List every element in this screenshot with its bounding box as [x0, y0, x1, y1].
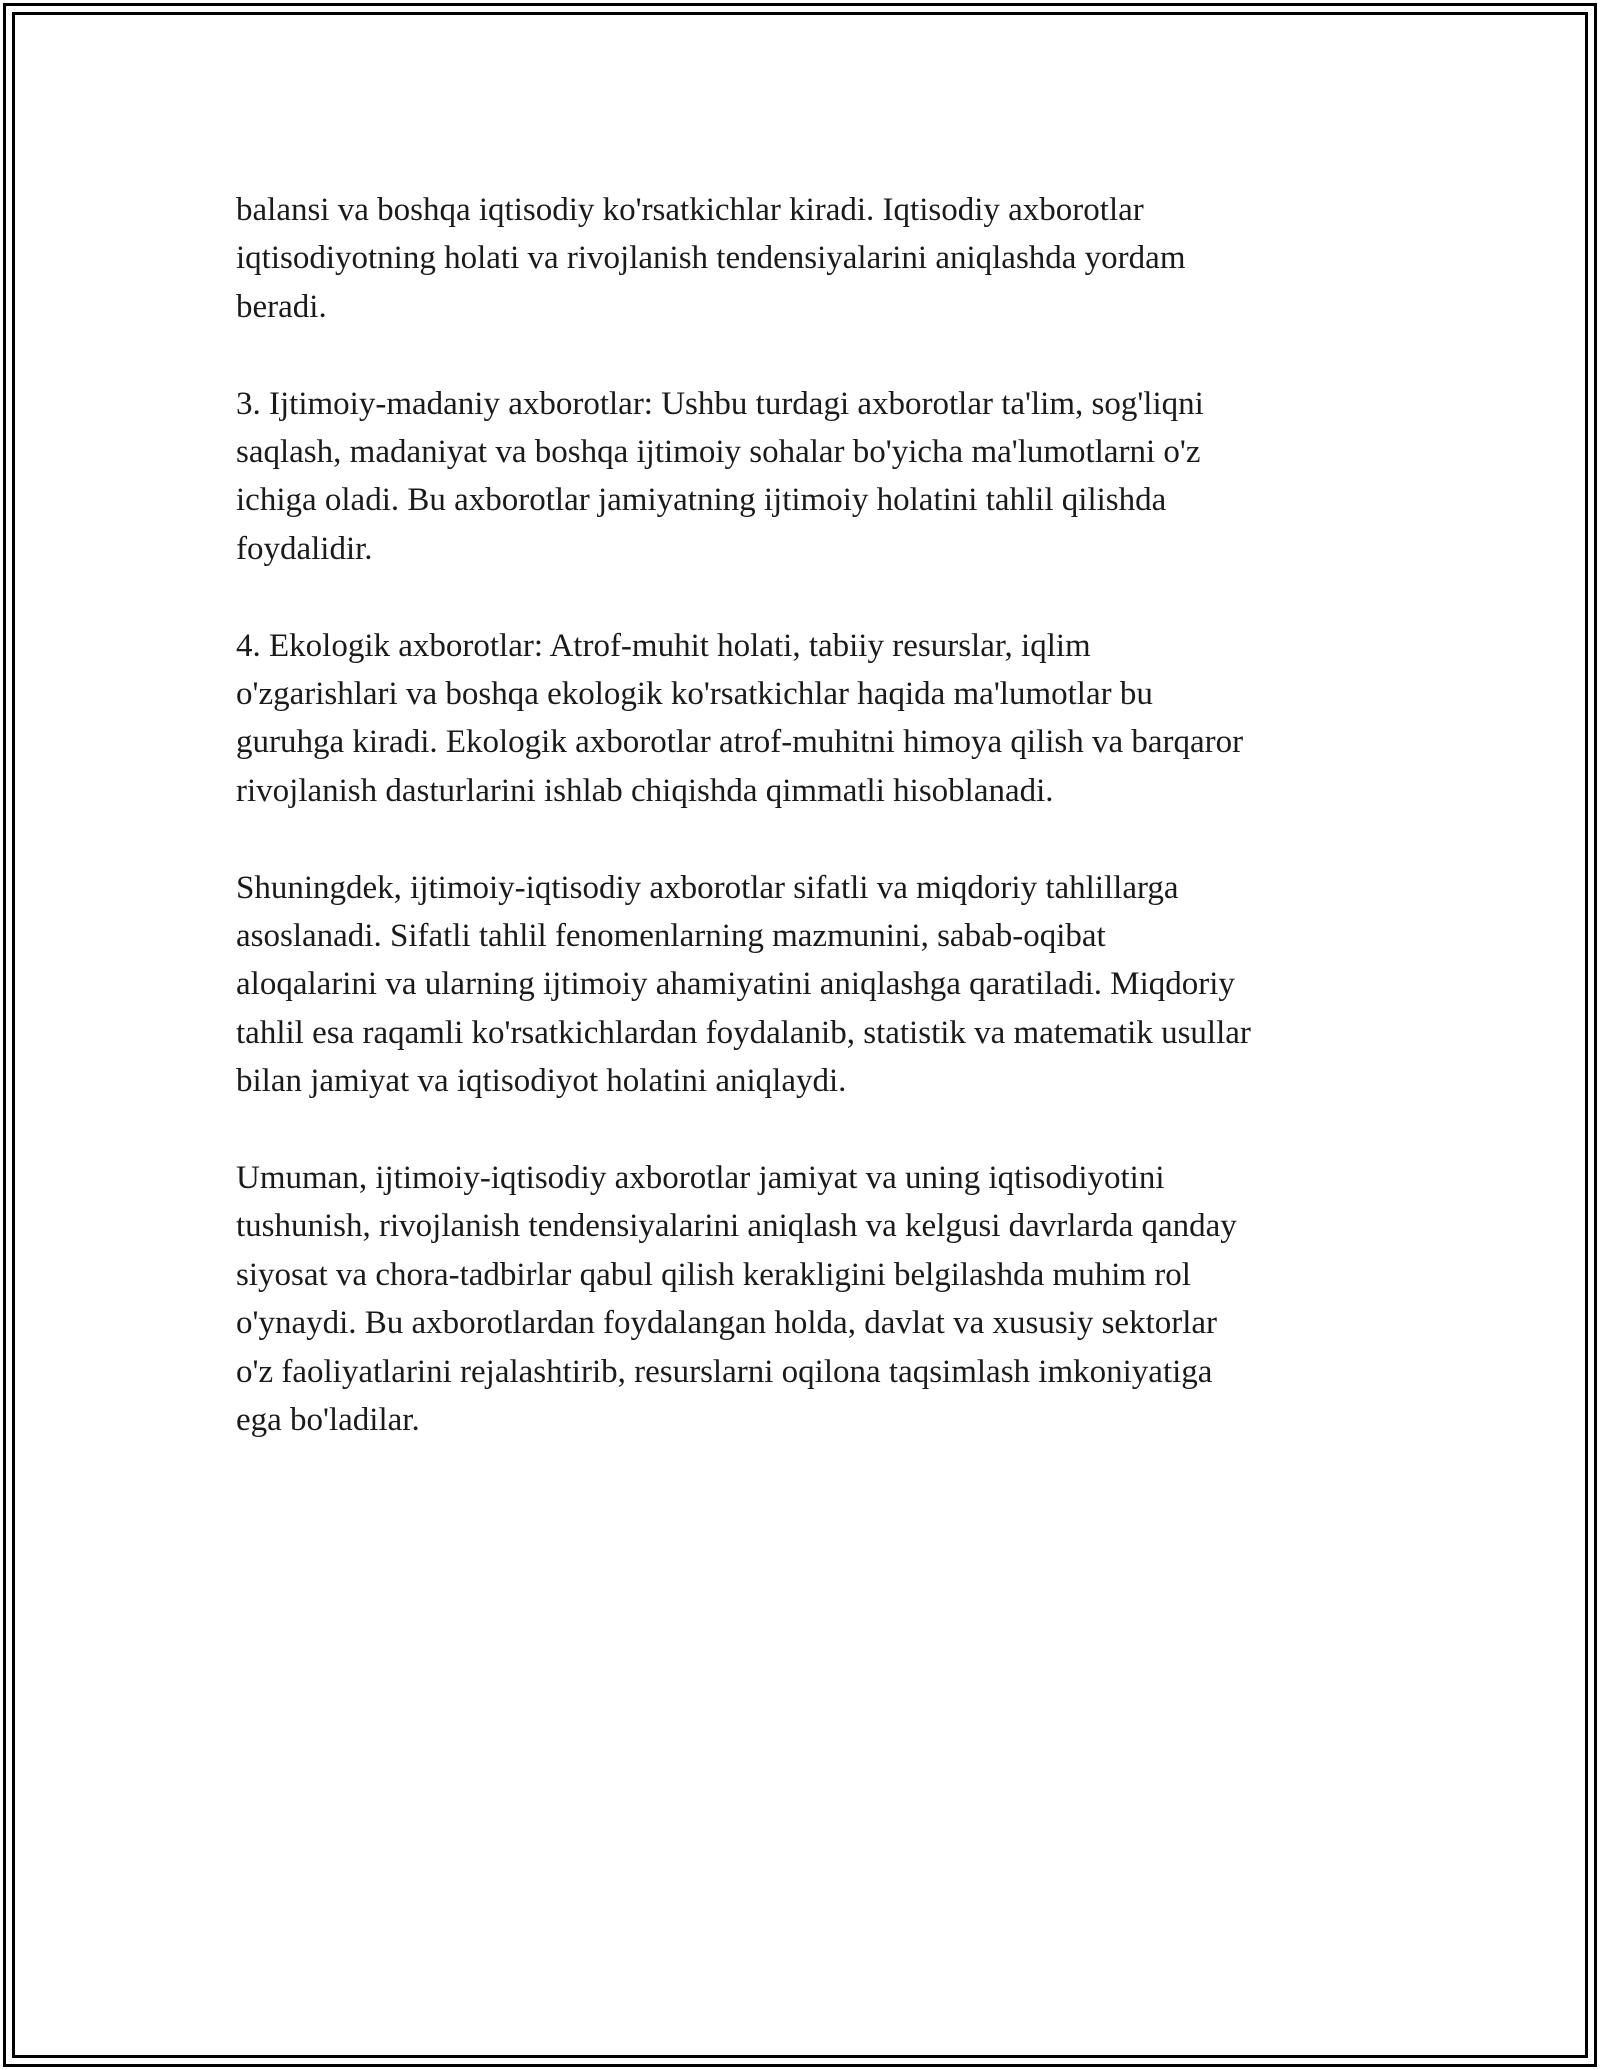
text-line: saqlash, madaniyat va boshqa ijtimoiy sohalar bo'yicha ma'lumotlarni o'z [236, 434, 1201, 471]
text-line: asoslanadi. Sifatli tahlil fenomenlarning mazmunini, sabab-oqibat [236, 918, 1106, 955]
text-line: tushunish, rivojlanish tendensiyalarini aniqlash va kelgusi davrlarda qanday [236, 1208, 1237, 1245]
text-line: foydalidir. [236, 530, 373, 567]
document-body [236, 186, 1376, 1493]
text-line: Shuningdek, ijtimoiy-iqtisodiy axborotlar sifatli va miqdoriy tahlillarga [236, 869, 1179, 906]
text-line: Umuman, ijtimoiy-iqtisodiy axborotlar jamiyat va uning iqtisodiyotini [236, 1160, 1165, 1197]
text-line: o'z faoliyatlarini rejalashtirib, resurslarni oqilona taqsimlash imkoniyatiga [236, 1353, 1213, 1390]
text-line: 3. Ijtimoiy-madaniy axborotlar: Ushbu turdagi axborotlar ta'lim, sog'liqni [236, 385, 1204, 422]
paragraph-conclusion [236, 1154, 1376, 1444]
text-line: iqtisodiyotning holati va rivojlanish tendensiyalarini aniqlashda yordam [236, 240, 1186, 277]
text-line: ichiga oladi. Bu axborotlar jamiyatning ijtimoiy holatini tahlil qilishda [236, 482, 1167, 519]
paragraph-socio-cultural-info [236, 380, 1376, 574]
paragraph-economic-info [236, 186, 1376, 331]
paragraph-qualitative-quantitative [236, 864, 1376, 1106]
text-line: siyosat va chora-tadbirlar qabul qilish kerakligini belgilashda muhim rol [236, 1256, 1191, 1293]
text-line: aloqalarini va ularning ijtimoiy ahamiyatini aniqlashga qaratiladi. Miqdoriy [236, 966, 1235, 1003]
text-line: ega bo'ladilar. [236, 1402, 420, 1439]
text-line: tahlil esa raqamli ko'rsatkichlardan foydalanib, statistik va matematik usullar [236, 1014, 1251, 1051]
text-line: rivojlanish dasturlarini ishlab chiqishda qimmatli hisoblanadi. [236, 772, 1054, 809]
text-line: beradi. [236, 288, 327, 325]
text-line: balansi va boshqa iqtisodiy ko'rsatkichlar kiradi. Iqtisodiy axborotlar [236, 192, 1144, 228]
text-line: o'zgarishlari va boshqa ekologik ko'rsatkichlar haqida ma'lumotlar bu [236, 676, 1153, 713]
text-line: guruhga kiradi. Ekologik axborotlar atrof-muhitni himoya qilish va barqaror [236, 724, 1244, 761]
text-line: bilan jamiyat va iqtisodiyot holatini aniqlaydi. [236, 1063, 847, 1100]
text-line: o'ynaydi. Bu axborotlardan foydalangan holda, davlat va xususiy sektorlar [236, 1305, 1218, 1342]
text-line: 4. Ekologik axborotlar: Atrof-muhit holati, tabiiy resurslar, iqlim [236, 627, 1091, 664]
paragraph-ecological-info [236, 622, 1376, 816]
